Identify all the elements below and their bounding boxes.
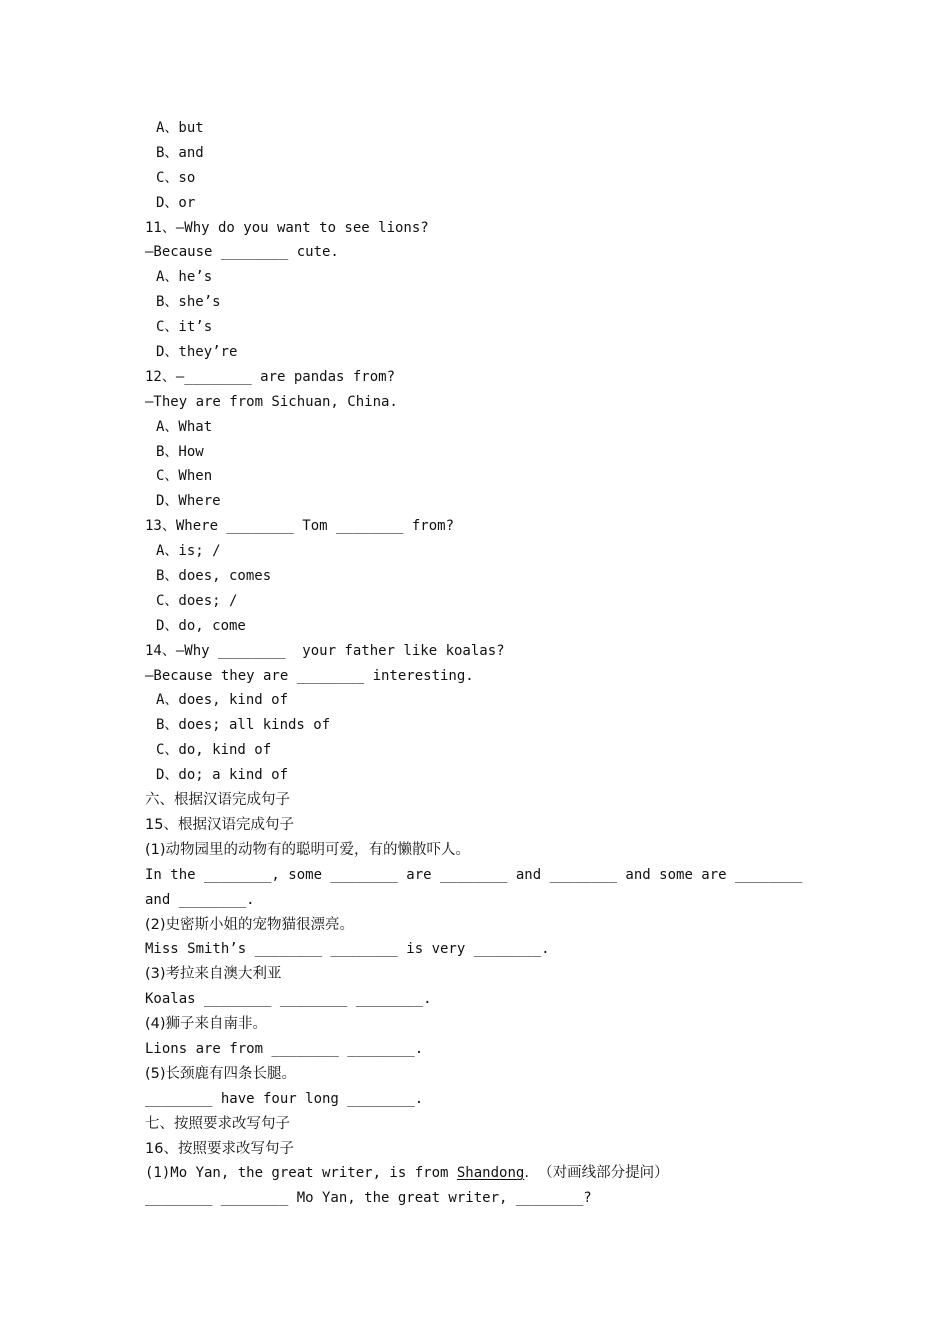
answer-option: C、it’s (156, 319, 213, 336)
worksheet-content (145, 116, 845, 1211)
section-heading: 16、按照要求改写句子 (145, 1140, 294, 1157)
question-line: —Because they are ________ interesting. (145, 667, 474, 684)
answer-option: D、do; a kind of (156, 767, 289, 784)
section-heading: (2)史密斯小姐的宠物猫很漂亮。 (145, 916, 355, 933)
question-line: Miss Smith’s ________ ________ is very ________. (145, 941, 550, 958)
section-heading: 七、按照要求改写句子 (145, 1115, 290, 1132)
worksheet-lines (145, 116, 845, 1161)
question-line: —They are from Sichuan, China. (145, 393, 398, 410)
section-heading: (5)长颈鹿有四条长腿。 (145, 1065, 297, 1082)
question-line: 11、—Why do you want to see lions? (145, 219, 429, 236)
question-line: 13、Where ________ Tom ________ from? (145, 518, 455, 535)
answer-option: D、they’re (156, 344, 238, 361)
answer-option: A、is; / (156, 543, 221, 560)
answer-option: D、or (156, 194, 196, 211)
answer-option: A、does, kind of (156, 692, 289, 709)
question-16-1-after: . （对画线部分提问） (524, 1165, 669, 1182)
section-heading: (4)狮子来自南非。 (145, 1016, 268, 1033)
answer-option: A、What (156, 418, 213, 435)
answer-option: C、so (156, 169, 196, 186)
question-line: —Because ________ cute. (145, 244, 339, 261)
section-heading: 15、根据汉语完成句子 (145, 816, 294, 833)
answer-option: B、How (156, 443, 204, 460)
question-line: Lions are from ________ ________. (145, 1040, 424, 1057)
answer-option: A、he’s (156, 269, 213, 286)
section-heading: (1)动物园里的动物有的聪明可爱，有的懒散吓人。 (145, 841, 471, 858)
answer-option: B、does; all kinds of (156, 717, 331, 734)
question-16-1-line (145, 1161, 845, 1186)
answer-option: B、she’s (156, 294, 221, 311)
answer-option: A、but (156, 120, 204, 136)
answer-option: B、does, comes (156, 568, 272, 585)
answer-option: D、do, come (156, 617, 246, 634)
answer-option: B、and (156, 144, 204, 161)
question-line: and ________. (145, 891, 255, 908)
answer-option: C、do, kind of (156, 742, 272, 759)
answer-option: C、does; / (156, 592, 238, 609)
question-line: In the ________, some ________ are ________ and ________ and some are ________ (145, 866, 803, 883)
question-line: Koalas ________ ________ ________. (145, 991, 432, 1008)
question-16-1-underlined: Shandong (456, 1165, 525, 1182)
section-heading: 六、根据汉语完成句子 (145, 792, 290, 809)
answer-option: D、Where (156, 493, 221, 510)
question-line: ________ have four long ________. (145, 1090, 424, 1107)
question-16-1-answer-line: ________ ________ Mo Yan, the great writer, ________? (145, 1190, 592, 1207)
section-heading: (3)考拉来自澳大利亚 (145, 966, 282, 983)
question-16-1-before: (1)Mo Yan, the great writer, is from (145, 1165, 457, 1182)
question-line: 12、—________ are pandas from? (145, 368, 396, 385)
question-line: 14、—Why ________ your father like koalas? (145, 642, 505, 659)
answer-option: C、When (156, 468, 213, 485)
